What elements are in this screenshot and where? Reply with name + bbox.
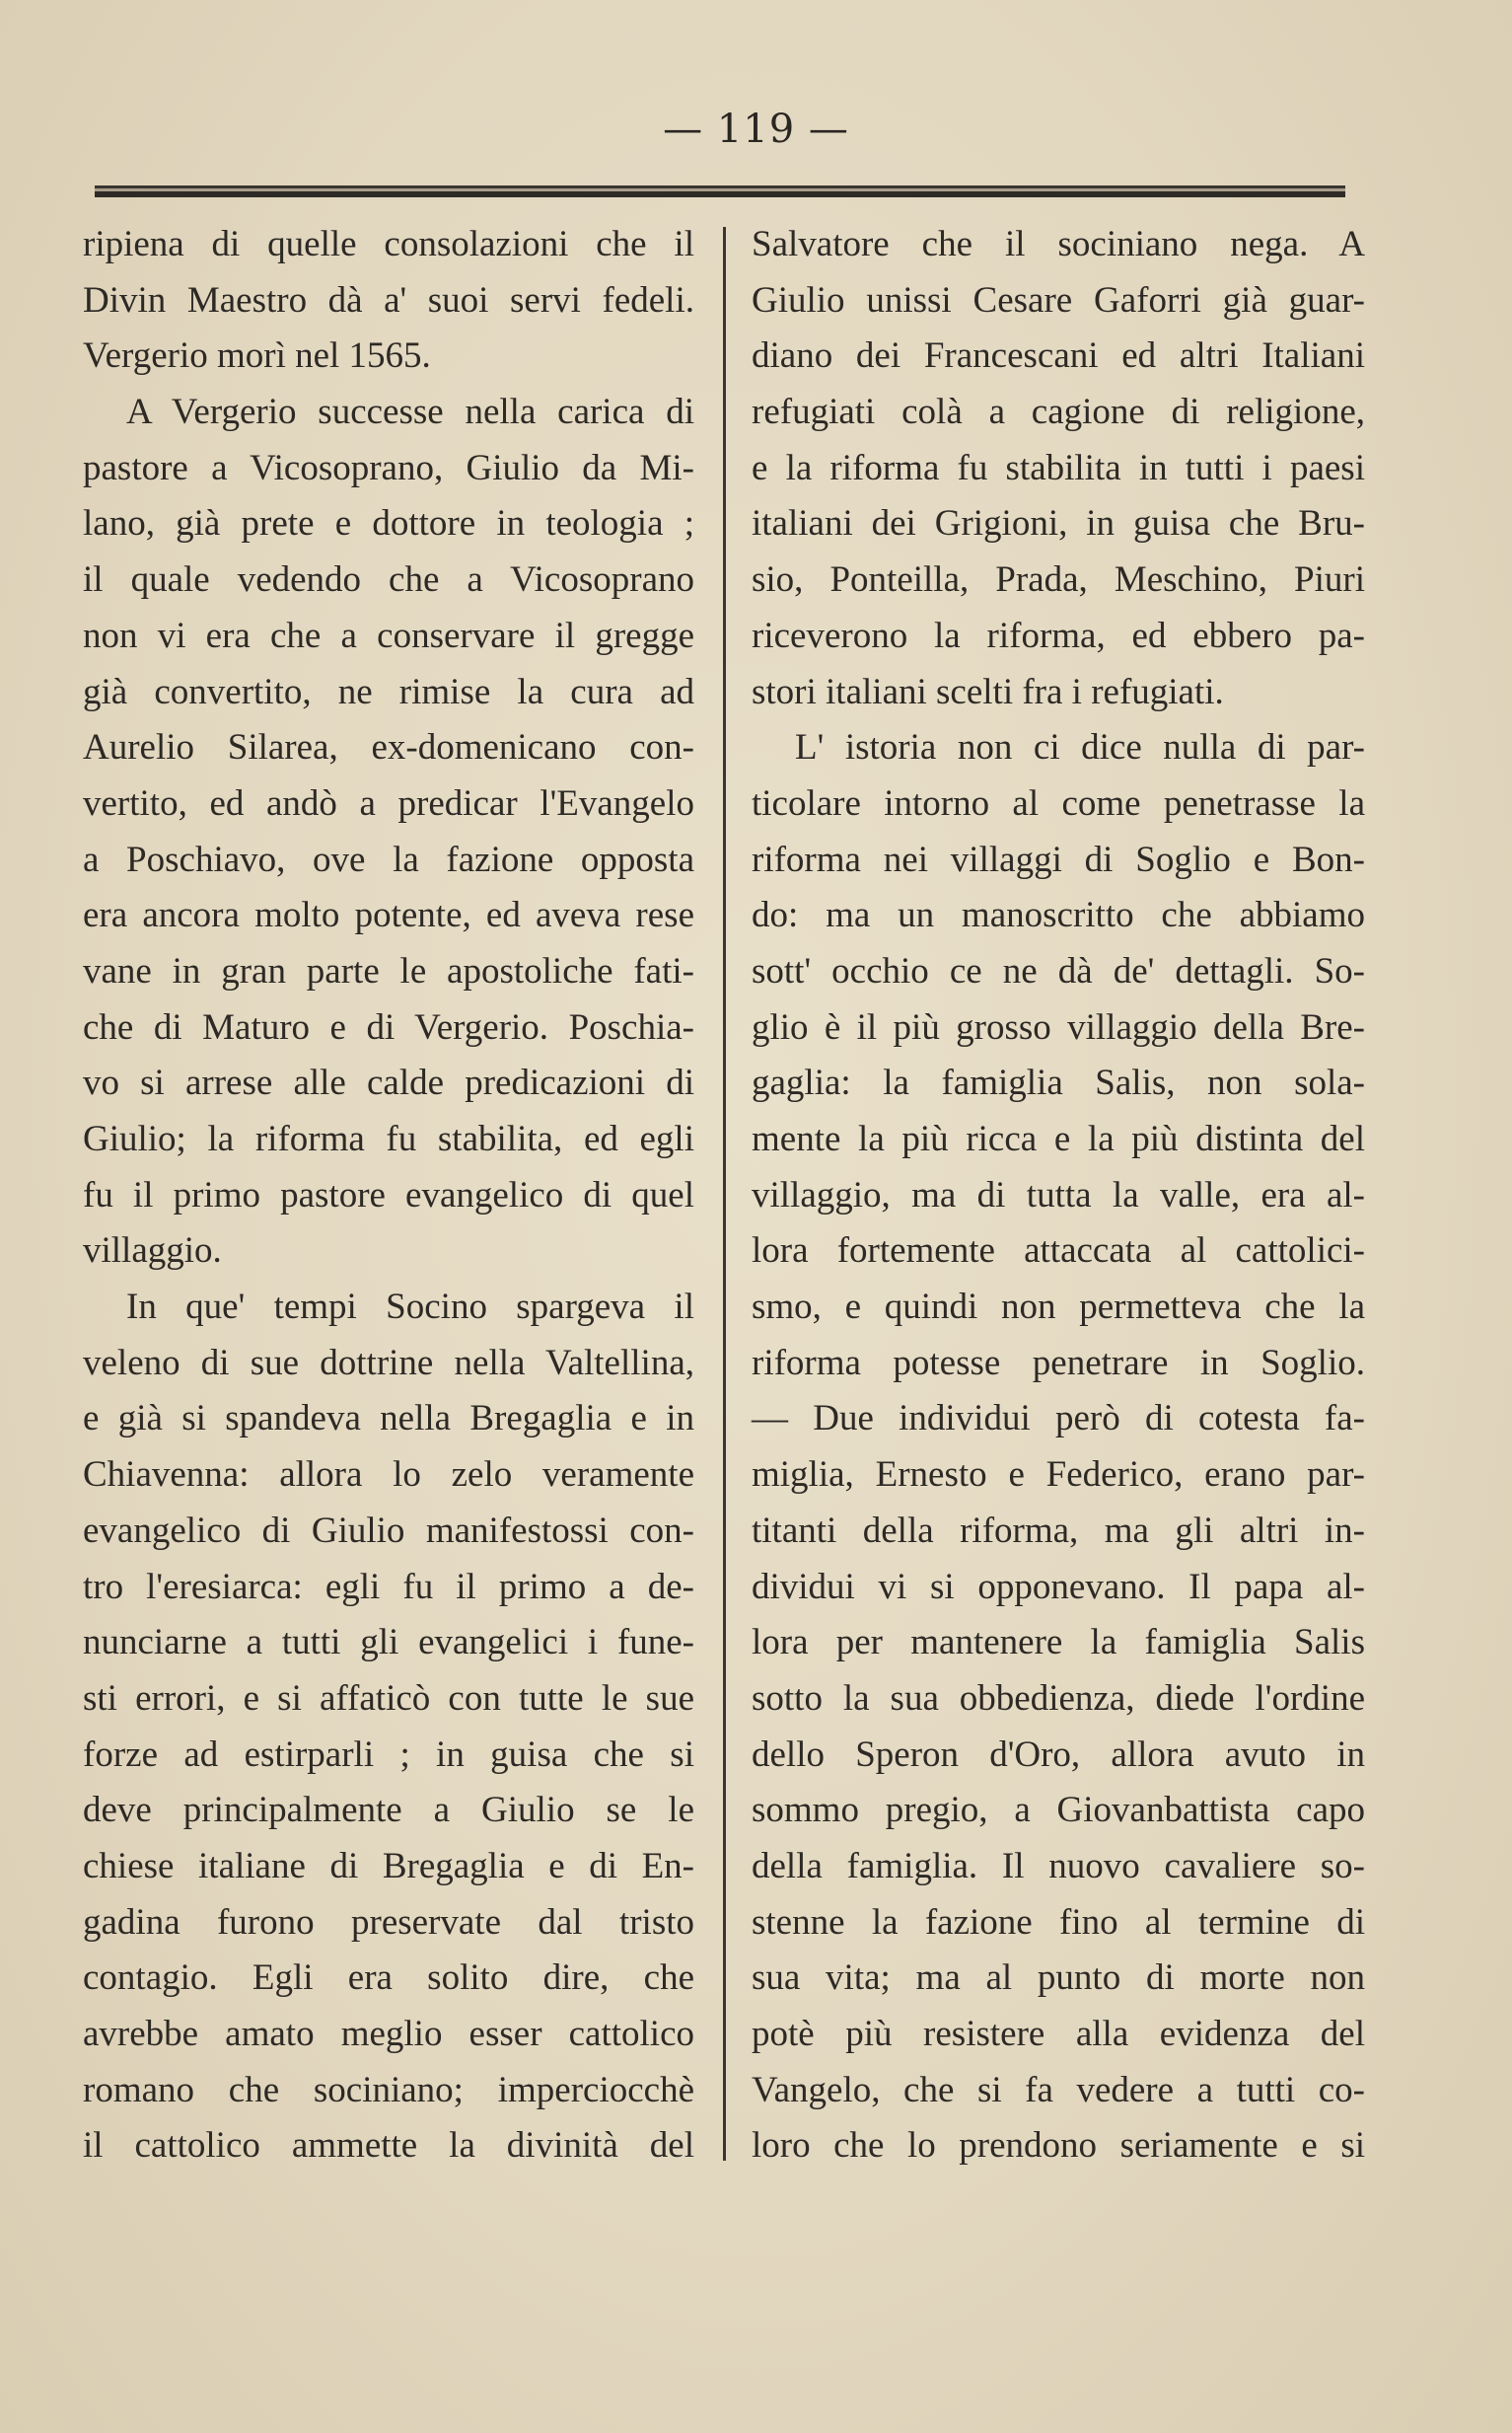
text-line: sott' occhio ce ne dà de' dettagli. So- [752,950,1365,992]
text-line: Aurelio Silarea, ex-domenicano con- [83,727,694,769]
text-line: L' istoria non ci dice nulla di par- [795,727,1365,769]
text-line: do: ma un manoscritto che abbiamo [752,895,1365,936]
text-line: lora per mantenere la famiglia Salis [752,1622,1365,1663]
text-line: titanti della riforma, ma gli altri in- [752,1510,1365,1551]
text-line: sua vita; ma al punto di morte non [752,1957,1365,1999]
text-line: — Due individui però di cotesta fa- [752,1398,1365,1439]
text-line: romano che sociniano; imperciocchè [83,2069,694,2110]
text-line: sio, Ponteilla, Prada, Meschino, Piuri [752,559,1365,601]
text-line: Giulio; la riforma fu stabilita, ed egli [83,1119,694,1159]
text-line: mente la più ricca e la più distinta del [752,1119,1365,1159]
text-line: glio è il più grosso villaggio della Bre- [752,1006,1365,1048]
text-line: dello Speron d'Oro, allora avuto in [752,1733,1365,1775]
text-line: stori italiani scelti fra i refugiati. [752,671,1224,712]
text-line: pastore a Vicosoprano, Giulio da Mi- [83,447,694,488]
text-line: gaglia: la famiglia Salis, non sola- [752,1063,1365,1104]
text-line: sommo pregio, a Giovanbattista capo [752,1790,1365,1831]
text-line: Chiavenna: allora lo zelo veramente [83,1454,694,1496]
left-column [83,217,694,2175]
text-line: chiese italiane di Bregaglia e di En- [83,1845,694,1886]
text-line: il quale vedendo che a Vicosoprano [83,559,694,601]
text-line: lora fortemente attaccata al cattolici- [752,1230,1365,1272]
text-line: villaggio, ma di tutta la valle, era al- [752,1174,1365,1216]
text-line: vo si arrese alle calde predicazioni di [83,1063,694,1104]
text-line: già convertito, ne rimise la cura ad [83,671,694,712]
text-line: stenne la fazione fino al termine di [752,1901,1365,1943]
text-line: riforma nei villaggi di Soglio e Bon- [752,839,1365,880]
text-line: Salvatore che il sociniano nega. A [752,224,1365,264]
text-line: nunciarne a tutti gli evangelici i fune- [83,1622,694,1663]
text-line: Vangelo, che si fa vedere a tutti co- [752,2069,1365,2110]
text-line: ripiena di quelle consolazioni che il [83,224,694,264]
text-line: vertito, ed andò a predicar l'Evangelo [83,782,694,824]
text-line: refugiati colà a cagione di religione, [752,392,1365,433]
text-line: smo, e quindi non permetteva che la [752,1287,1365,1328]
text-line: A Vergerio successe nella carica di [126,392,694,433]
text-line: potè più resistere alla evidenza del [752,2014,1365,2054]
text-line: italiani dei Grigioni, in guisa che Bru- [752,503,1365,545]
header-rule [95,185,1345,197]
text-line: fu il primo pastore evangelico di quel [83,1174,694,1216]
text-line: evangelico di Giulio manifestossi con- [83,1510,694,1551]
text-line: ticolare intorno al come penetrasse la [752,782,1365,824]
text-line: tro l'eresiarca: egli fu il primo a de- [83,1566,694,1607]
text-line: In que' tempi Socino spargeva il [126,1287,694,1328]
text-line: deve principalmente a Giulio se le [83,1790,694,1831]
text-line: sti errori, e si affaticò con tutte le sue [83,1677,694,1719]
text-line: contagio. Egli era solito dire, che [83,1957,694,1999]
right-column [752,217,1365,2175]
text-line: diano dei Francescani ed altri Italiani [752,335,1365,377]
text-line: riceverono la riforma, ed ebbero pa- [752,615,1365,656]
text-line: villaggio. [83,1230,222,1272]
text-line: e già si spandeva nella Bregaglia e in [83,1398,694,1439]
text-line: forze ad estirparli ; in guisa che si [83,1733,694,1775]
text-line: Vergerio morì nel 1565. [83,335,431,377]
text-line: a Poschiavo, ove la fazione opposta [83,839,694,880]
text-line: della famiglia. Il nuovo cavaliere so- [752,1845,1365,1886]
text-line: loro che lo prendono seriamente e si [752,2125,1365,2167]
text-line: avrebbe amato meglio esser cattolico [83,2014,694,2054]
text-line: miglia, Ernesto e Federico, erano par- [752,1454,1365,1496]
text-line: riforma potesse penetrare in Soglio. [752,1342,1365,1383]
text-line: gadina furono preservate dal tristo [83,1901,694,1943]
text-line: era ancora molto potente, ed aveva rese [83,895,694,936]
text-line: dividui vi si opponevano. Il papa al- [752,1566,1365,1607]
text-line: e la riforma fu stabilita in tutti i paesi [752,447,1365,488]
text-line: il cattolico ammette la divinità del [83,2125,694,2167]
text-line: Giulio unissi Cesare Gaforri già guar- [752,279,1365,321]
text-line: non vi era che a conservare il gregge [83,615,694,656]
text-line: Divin Maestro dà a' suoi servi fedeli. [83,279,694,321]
text-line: vane in gran parte le apostoliche fati- [83,950,694,992]
text-line: lano, già prete e dottore in teologia ; [83,503,694,545]
text-line: che di Maturo e di Vergerio. Poschia- [83,1006,694,1048]
text-line: sotto la sua obbedienza, diede l'ordine [752,1677,1365,1719]
column-divider [723,227,726,2161]
page-number: — 119 — [663,107,849,152]
text-line: veleno di sue dottrine nella Valtellina, [83,1342,694,1383]
